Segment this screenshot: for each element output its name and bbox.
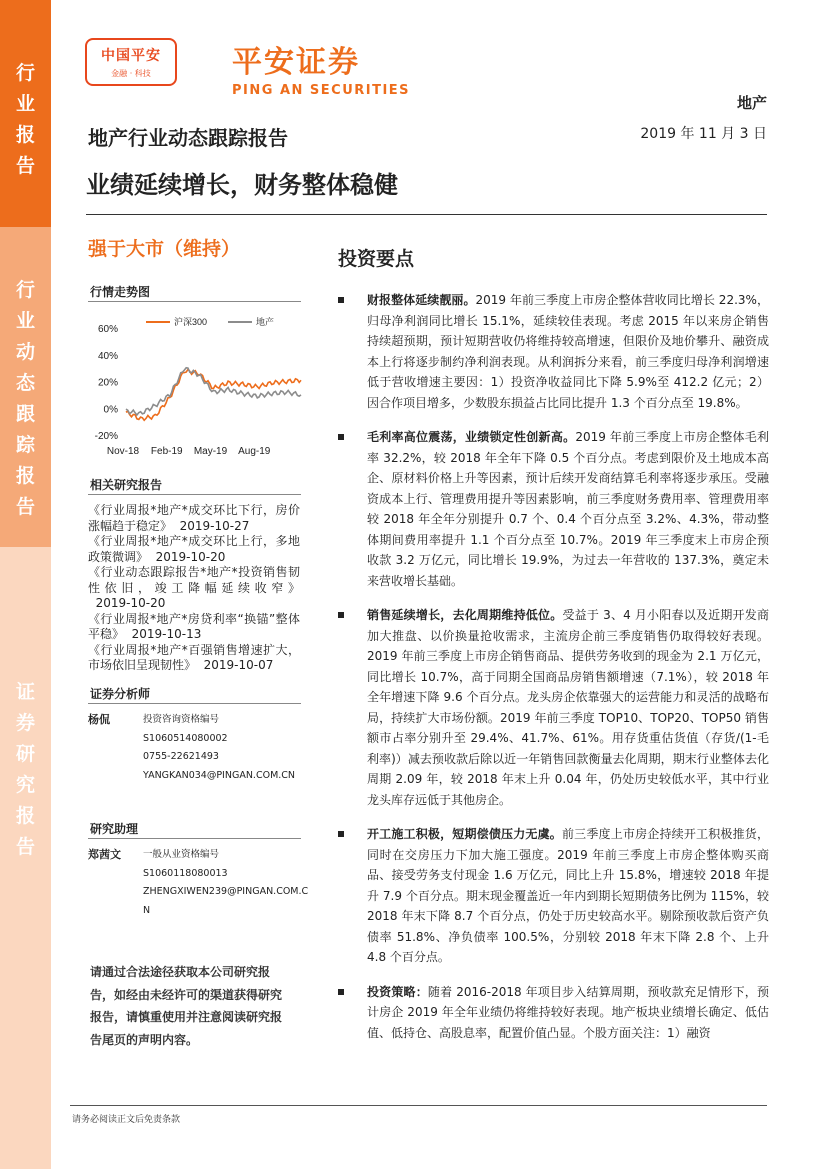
highlight-paragraph [336, 982, 769, 1044]
contact-line: 0755-22621493 [143, 751, 219, 762]
highlight-body: 2019 年前三季度上市房企整体毛利率 32.2%，较 2018 年全年下降 0.5 个百分点。考虑到限价及土地成本高企、原材料价格上升等因素，预计后续开发商结算毛利率将逐步承压。受融资成本上行、管理费用提升等因素影响，前三季度财务费用率、管理费用率较 2018 年全年分别提升 0.7 个、0.4 个百分点至 3.2%、4.3%，带动整体期间费用率提升 1.1 个百分点至 10.7%。2019 年三季度末上市房企预收款 3.2 万亿元，同比增长 19.9%，为过去一年营收的 137.3%，奠定未来营收增长基础。 [367, 430, 769, 588]
band-char: 证 [15, 681, 35, 703]
divider [88, 494, 301, 495]
contact-line: S1060118080013 [143, 867, 228, 879]
y-tick-label: 60% [97, 324, 118, 335]
contact-line: N [143, 904, 151, 916]
band-char: 告 [15, 496, 35, 518]
bullet-marker [338, 612, 344, 618]
band-char: 行 [15, 279, 35, 301]
contact-line: S1060514080002 [143, 732, 228, 744]
highlight-lead: 销售延续增长，去化周期维持低位。 [367, 608, 563, 622]
investment-highlights-list [336, 290, 769, 1057]
highlight-body: 随着 2016-2018 年项目步入结算周期，预收款充足情形下，预计房企 2019 年全年业绩仍将维持较好表现。地产板块业绩增长确定、低估值、低持仓、高股息率，配置价值凸显。个股方面关注：1）融资 [367, 984, 769, 1040]
highlight-paragraph [336, 290, 769, 413]
series-line-0 [126, 369, 301, 420]
report-date: 2019 年 11 月 3 日 [640, 126, 767, 142]
divider [88, 838, 301, 839]
ping-an-securities-logo [232, 37, 410, 98]
band-char: 告 [15, 155, 35, 177]
logo-main-text: 中国平安 [101, 48, 161, 64]
page-title: 业绩延续增长，财务整体稳健 [86, 171, 398, 199]
contact-line: ZHENGXIWEN239@PINGAN.COM.C [143, 886, 309, 897]
related-report-title: 《行业周报*地产*百强销售增速扩大，市场依旧呈现韧性》 [88, 642, 300, 672]
band-char: 动 [15, 341, 35, 363]
band-report-type [0, 227, 51, 547]
band-char: 业 [15, 93, 35, 115]
rating-label: 强于大市（维持） [88, 238, 241, 260]
x-tick-label: Nov-18 [106, 446, 140, 457]
related-report-item [88, 612, 300, 643]
band-char: 报 [15, 465, 35, 487]
related-reports-list [88, 503, 300, 674]
band-text-report [0, 58, 51, 182]
ping-an-group-logo [85, 38, 177, 86]
y-axis [95, 324, 118, 442]
logo-en-text: PING AN SECURITIES [232, 83, 411, 98]
band-securities-research [0, 547, 51, 1169]
related-report-title: 《行业周报*地产*成交环比上行，多地政策微调》 [88, 534, 300, 564]
related-report-title: 《行业周报*地产*房贷利率“换锚”整体平稳》 [88, 611, 300, 641]
header-divider [86, 214, 767, 215]
highlight-paragraph [336, 605, 769, 810]
related-reports-heading: 相关研究报告 [90, 478, 163, 492]
investment-highlights-heading: 投资要点 [338, 248, 415, 270]
footer-text: 请务必阅读正文后免责条款 [72, 1115, 181, 1125]
band-char: 行 [15, 62, 35, 84]
legend-label: 沪深300 [174, 317, 208, 327]
band-char: 报 [15, 124, 35, 146]
side-band [0, 0, 51, 1169]
band-report-category [0, 0, 51, 227]
bullet-marker [338, 831, 344, 837]
bullet-marker [338, 297, 344, 303]
x-axis [107, 446, 271, 457]
band-text-type [0, 275, 51, 523]
x-tick-label: Feb-19 [150, 446, 183, 457]
market-trend-heading: 行情走势图 [90, 285, 151, 299]
highlight-body: 前三季度上市房企持续开工积极推货，同时在交房压力下加大施工强度。2019 年前三季度上市房企整体购买商品、接受劳务支付现金 1.6 万亿元，同比上升 15.8%，增速较 2018 年提升 7.9 个百分点。期末现金覆盖近一年内到期长短期债务比例为 115%，较 2018 年末下降 8.7 个百分点，仍处于历史较高水平。剔除预收款后资产负债率 51.8%、净负债率 100.5%，分别较 2018 年末下降 2.8 个、上升 4.8 个百分点。 [367, 827, 769, 964]
related-report-date: 2019-10-20 [148, 549, 226, 564]
divider [88, 301, 301, 302]
contact-line: 投资咨询资格编号 [143, 714, 220, 725]
chart-series [126, 368, 301, 421]
logo-sub-text: 金融 · 科技 [111, 69, 151, 78]
footer-divider [70, 1105, 767, 1106]
band-text-research [0, 677, 51, 863]
highlight-body: 受益于 3、4 月小阳春以及近期开发商加大推盘、以价换量抢收需求，主流房企前三季度销售仍取得较好表现。2019 年前三季度上市房企销售商品、提供劳务收到的现金为 2.1 万亿元，同比增长 10.7%，高于同期全国商品房销售额增速（7.1%），较 2018 年全年增速下降 9.6 个百分点。龙头房企依靠强大的运营能力和灵活的战略布局，持续扩大市场份额。2019 年前三季度 TOP10、TOP20、TOP50 销售额市占率分别升至 29.4%、41.7%、61%。用存货重估货值（存货/(1-毛利率)）减去预收款后除以近一年销售回款衡量去化周期，期末行业整体去化周期 2.09 年，较 2018 年末上升 0.04 年，仍处历史较低水平，其中行业龙头库存远低于其他房企。 [367, 608, 769, 807]
y-tick-label: 20% [97, 377, 118, 389]
series-line-1 [126, 368, 301, 415]
highlight-paragraph [336, 824, 769, 968]
related-report-item [88, 565, 300, 612]
logo-cn-text: 平安证券 [232, 45, 360, 80]
x-tick-label: Aug-19 [238, 446, 271, 457]
band-char: 告 [15, 836, 35, 858]
band-char: 报 [15, 805, 35, 827]
contact-line: YANGKAN034@PINGAN.COM.CN [143, 769, 296, 781]
highlight-lead: 开工施工积极，短期偿债压力无虞。 [367, 827, 562, 841]
assistant-heading: 研究助理 [90, 822, 139, 836]
related-report-title: 《行业周报*地产*成交环比下行，房价涨幅趋于稳定》 [88, 503, 300, 533]
analyst-info [143, 711, 303, 785]
report-type-title: 地产行业动态跟踪报告 [88, 126, 288, 150]
analysts-heading: 证券分析师 [90, 687, 151, 701]
bullet-marker [338, 989, 344, 995]
related-report-item [88, 534, 300, 565]
market-trend-chart [86, 310, 306, 460]
assistant-info [143, 846, 309, 920]
related-report-item [88, 503, 300, 534]
disclaimer-text: 请通过合法途径获取本公司研究报告，如经由未经许可的渠道获得研究报告，请慎重使用并注意阅读研究报告尾页的声明内容。 [90, 965, 283, 1047]
highlight-paragraph [336, 427, 769, 591]
band-char: 踪 [15, 434, 35, 456]
band-char: 研 [15, 743, 35, 765]
contact-line: 一般从业资格编号 [143, 849, 220, 860]
y-tick-label: 40% [97, 350, 118, 362]
related-report-date: 2019-10-20 [88, 596, 166, 610]
highlight-lead: 投资策略： [367, 984, 428, 999]
analyst-name: 杨侃 [88, 713, 110, 726]
highlight-body: 2019 年前三季度上市房企整体营收同比增长 22.3%，归母净利润同比增长 15.1%，延续较佳表现。考虑 2015 年以来房企销售持续超预期，预计短期营收仍将维持较高增速，但限价及地价攀升、融资成本上行将逐步制约净利润表现。从利润拆分来看，前三季度归母净利润增速低于营收增速主要因：1）投资净收益同比下降 5.9%至 412.2 亿元；2）因合作项目增多，少数股东损益占比同比提升 1.3 个百分点至 19.8%。 [367, 293, 769, 410]
divider [88, 703, 301, 704]
highlight-lead: 财报整体延续靓丽。 [367, 293, 476, 307]
band-char: 业 [15, 310, 35, 332]
band-char: 券 [15, 712, 35, 734]
band-char: 跟 [15, 403, 35, 425]
legend-label: 地产 [256, 317, 275, 327]
band-char: 究 [15, 774, 35, 796]
highlight-lead: 毛利率高位震荡，业绩锁定性创新高。 [367, 430, 576, 444]
related-report-date: 2019-10-13 [124, 627, 202, 641]
sector-label: 地产 [736, 94, 767, 112]
bullet-marker [338, 434, 344, 440]
y-tick-label: 0% [103, 404, 118, 416]
chart-legend [146, 316, 274, 327]
band-char: 态 [15, 372, 35, 394]
y-tick-label: -20% [94, 431, 118, 442]
x-tick-label: May-19 [193, 446, 228, 457]
related-report-date: 2019-10-27 [172, 518, 250, 533]
assistant-name: 郑茜文 [88, 848, 121, 861]
related-report-item [88, 643, 300, 674]
related-report-date: 2019-10-07 [196, 658, 274, 672]
related-report-title: 《行业动态跟踪报告*地产*投资销售韧性依旧，竣工降幅延续收窄》 [88, 565, 300, 595]
